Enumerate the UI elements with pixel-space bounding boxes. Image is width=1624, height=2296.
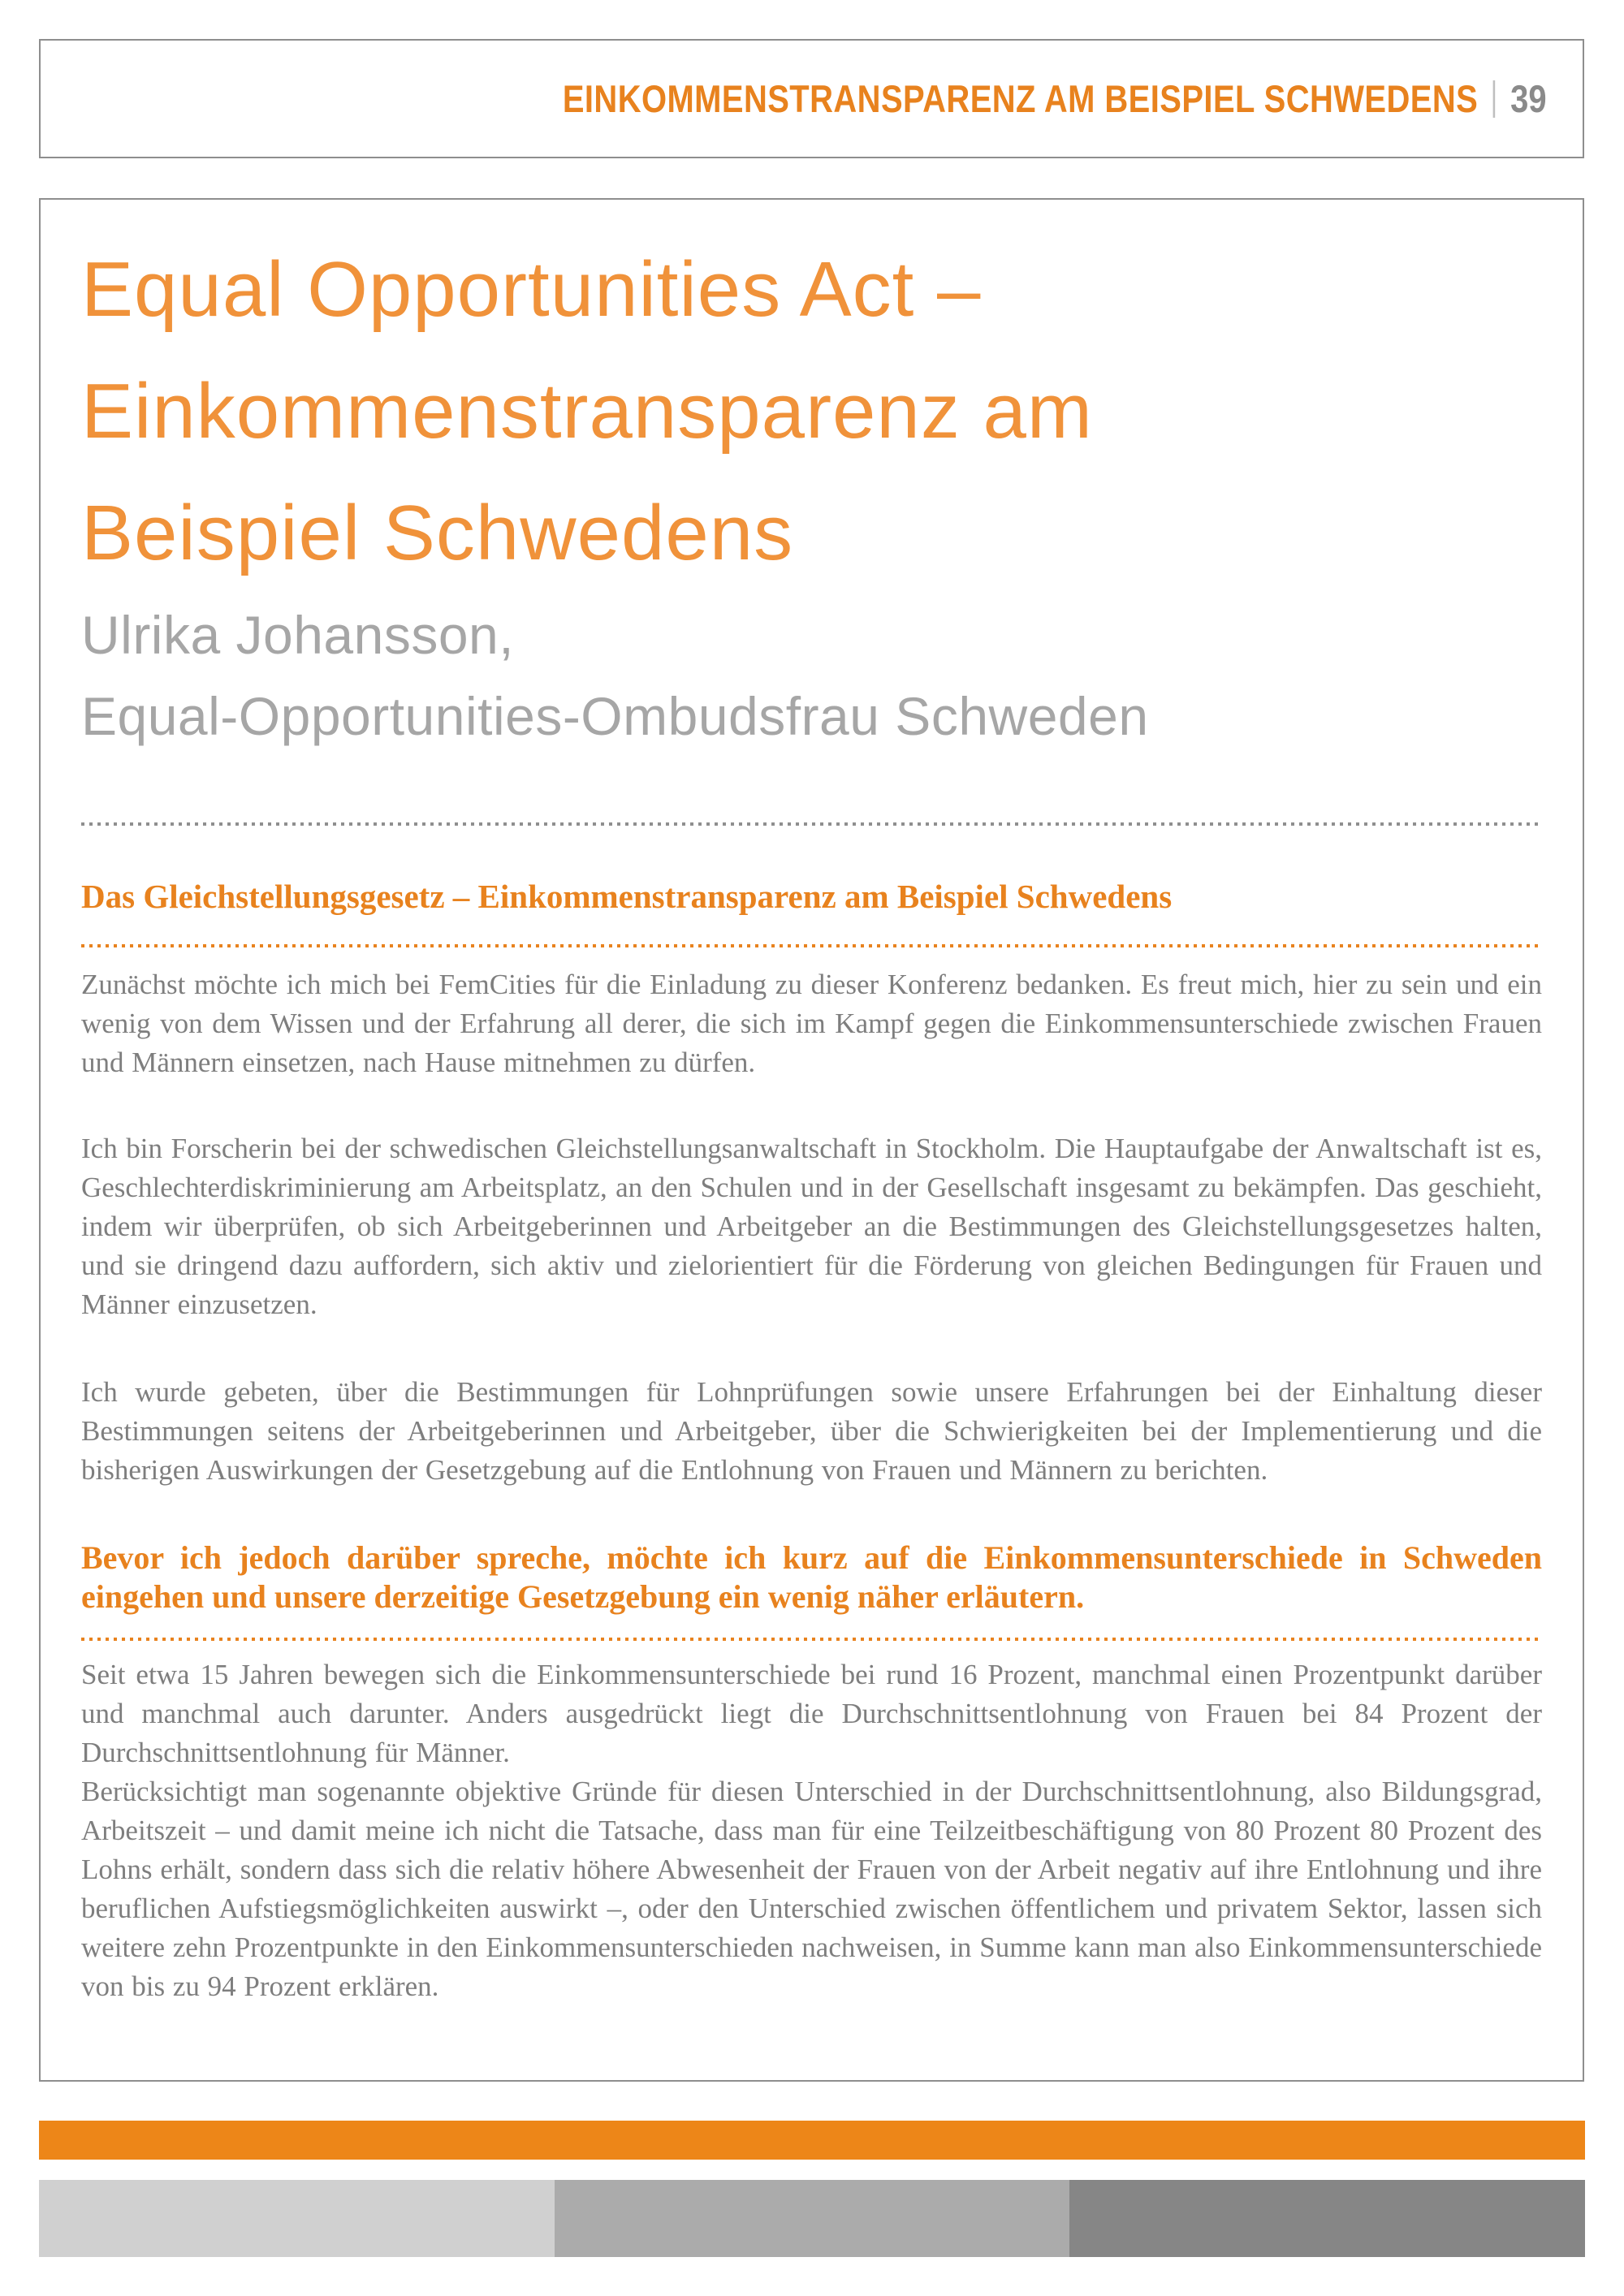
header-separator-line (1493, 80, 1496, 118)
divider-dotted-orange-2 (81, 1638, 1542, 1641)
article-author (81, 594, 1542, 757)
section-1-paragraph-3: Ich wurde gebeten, über die Bestimmungen für Lohnprüfungen sowie unsere Erfahrungen bei der Einhaltung dieser Bestimmungen seitens der Arbeitgeberinnen und Arbeitgeber, über die Schwierigkeiten bei der Implementierung und die bisherigen Auswirkungen der Gesetzgebung auf die Entlohnung von Frauen und Männern zu berichten. (81, 1376, 1542, 1486)
section-1-paragraph-2: Ich bin Forscherin bei der schwedischen Gleichstellungsanwaltschaft in Stockholm. Die Hauptaufgabe der Anwaltschaft ist es, Geschlechterdiskriminierung am Arbeitsplatz, an den Schulen und in der Gesellschaft insgesamt zu bekämpfen. Das geschieht, indem wir überprüfen, ob sich Arbeitgeberinnen und Arbeitgeber an die Bestimmungen des Gleichstellungsgesetzes halten, und sie dringend dazu auffordern, sich aktiv und zielorientiert für die Förderung von gleichen Bedingungen für Frauen und Männer einzusetzen. (81, 1133, 1542, 1320)
section-2-paragraph-1: Seit etwa 15 Jahren bewegen sich die Einkommensunterschiede bei rund 16 Prozent, manchmal einen Prozentpunkt darüber und manchmal auch darunter. Anders ausgedrückt liegt die Durchschnittsentlohnung von Frauen bei 84 Prozent der Durchschnittsentlohnung für Männer. (81, 1659, 1542, 1768)
footer-block-medium (555, 2180, 1070, 2257)
author-name: Ulrika Johansson, (81, 605, 515, 665)
article-title (81, 229, 1542, 594)
page-header (39, 39, 1584, 158)
section-1-heading: Das Gleichstellungsgesetz – Einkommenstransparenz am Beispiel Schwedens (81, 878, 1173, 915)
article-title-line-1: Equal Opportunities Act – (81, 246, 982, 333)
page-number: 39 (1510, 77, 1547, 120)
section-2-heading: Bevor ich jedoch darüber spreche, möchte ich kurz auf die Einkommensunterschiede in Schweden eingehen und unsere derzeitige Gesetzgebung ein wenig näher erläutern. (81, 1539, 1542, 1615)
article-title-line-3: Beispiel Schwedens (81, 490, 794, 576)
article-card (39, 198, 1584, 2082)
running-head-title: EINKOMMENSTRANSPARENZ AM BEISPIEL SCHWEDENS (563, 77, 1479, 120)
footer-accent-bar (39, 2121, 1585, 2160)
divider-dotted-orange-1 (81, 944, 1542, 947)
article-title-line-2: Einkommenstransparenz am (81, 368, 1093, 455)
divider-dotted-gray (81, 822, 1542, 826)
footer-gray-strip (39, 2180, 1585, 2257)
footer-block-light (39, 2180, 555, 2257)
section-1-paragraph-1: Zunächst möchte ich mich bei FemCities für die Einladung zu dieser Konferenz bedanken. Es freut mich, hier zu sein und ein wenig von dem Wissen und der Erfahrung all derer, die sich im Kampf gegen die Einkommensunterschiede zwischen Frauen und Männern einsetzen, nach Hause mitnehmen zu dürfen. (81, 969, 1542, 1078)
page-header-content (563, 76, 1547, 121)
footer-block-dark (1069, 2180, 1585, 2257)
section-2-paragraph-2: Berücksichtigt man sogenannte objektive Gründe für diesen Unterschied in der Durchschnittsentlohnung, also Bildungsgrad, Arbeitszeit – und damit meine ich nicht die Tatsache, dass man für eine Teilzeitbeschäftigung von 80 Prozent 80 Prozent des Lohns erhält, sondern dass sich die relativ höhere Abwesenheit der Frauen von der Arbeit negativ auf ihre Entlohnung und ihre beruflichen Aufstiegsmöglichkeiten auswirkt –, oder den Unterschied zwischen öffentlichem und privatem Sektor, lassen sich weitere zehn Prozentpunkte in den Einkommensunterschieden nachweisen, in Summe kann man also Einkommensunterschiede von bis zu 94 Prozent erklären. (81, 1776, 1542, 2002)
author-role: Equal-Opportunities-Ombudsfrau Schweden (81, 686, 1149, 746)
